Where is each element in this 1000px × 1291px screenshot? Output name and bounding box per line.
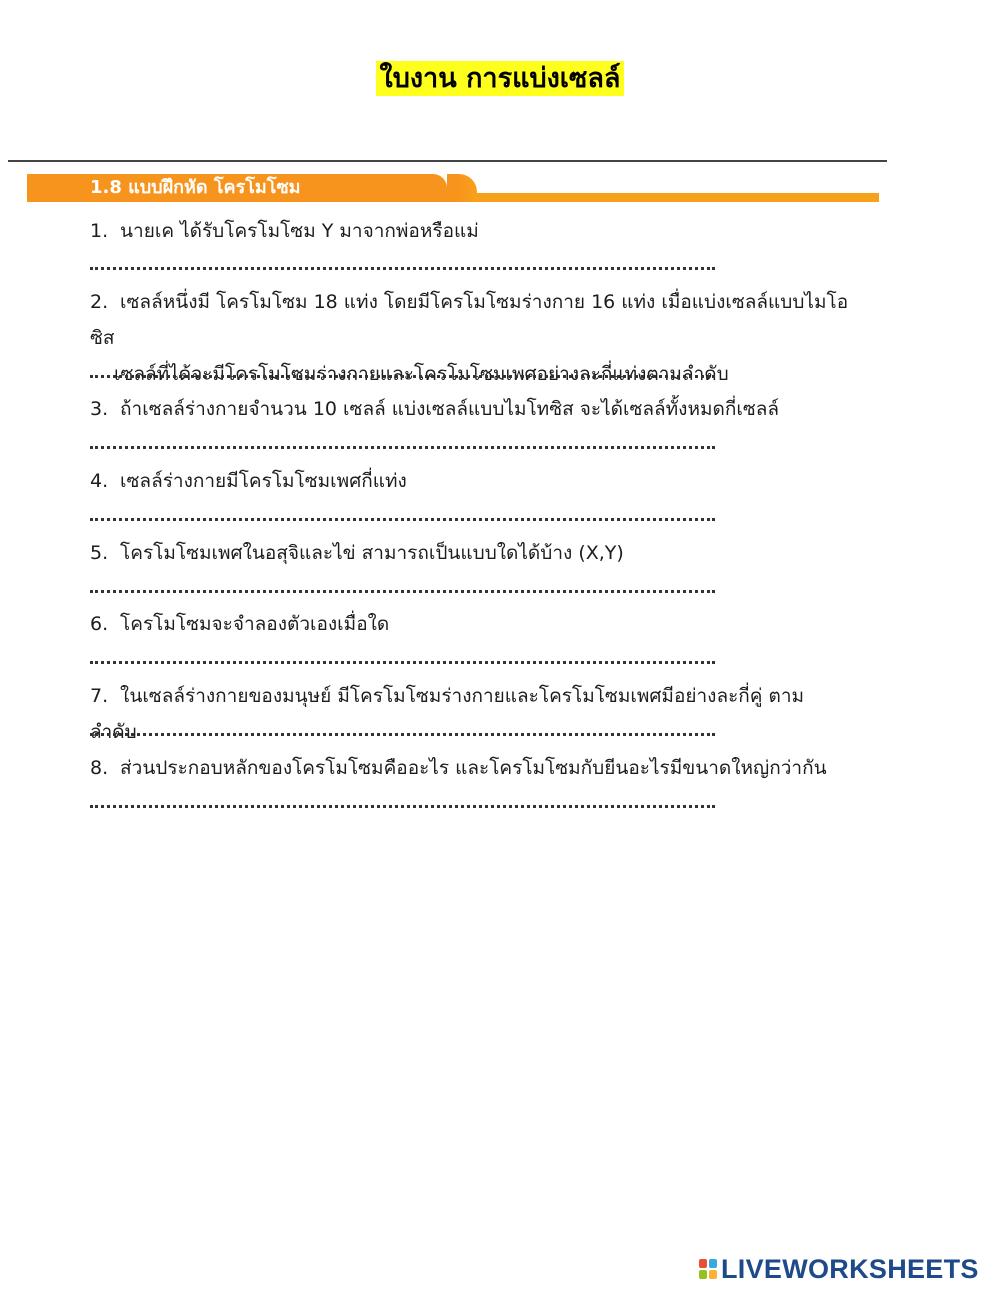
question-text: ส่วนประกอบหลักของโครโมโซมคืออะไร และโครโมโซมกับยีนอะไรมีขนาดใหญ่กว่ากัน [120, 757, 827, 779]
answer-line-4[interactable] [90, 518, 715, 521]
question-6 [90, 606, 850, 642]
question-3 [90, 391, 850, 427]
title-text: ใบงาน การแบ่งเซลล์ [376, 61, 625, 96]
question-number: 4. [90, 470, 109, 492]
answer-line-3[interactable] [90, 446, 715, 449]
question-number: 1. [90, 220, 109, 242]
question-number: 7. [90, 685, 109, 707]
question-text-continued: เซลล์ที่ได้จะมีโครโมโซมร่างกายและโครโมโซมเพศอย่างละกี่แท่งตามลำดับ [114, 363, 729, 385]
brand-wordmark: LIVEWORKSHEETS [721, 1253, 979, 1284]
worksheet-title [0, 60, 1000, 98]
question-text: ในเซลล์ร่างกายของมนุษย์ มีโครโมโซมร่างกายและโครโมโซมเพศมีอย่างละกี่คู่ ตามลำดับ [90, 685, 805, 743]
question-text: โครโมโซมเพศในอสุจิและไข่ สามารถเป็นแบบใดได้บ้าง (X,Y) [120, 542, 624, 564]
question-text: นายเค ได้รับโครโมโซม Y มาจากพ่อหรือแม่ [120, 220, 479, 242]
question-text: โครโมโซมจะจำลองตัวเองเมื่อใด [120, 613, 390, 635]
question-number: 3. [90, 398, 109, 420]
answer-line-8[interactable] [90, 805, 715, 808]
section-banner [27, 174, 879, 204]
answer-line-7[interactable] [90, 733, 715, 736]
answer-line-6[interactable] [90, 661, 715, 664]
question-number: 2. [90, 291, 109, 313]
answer-line-5[interactable] [90, 590, 715, 593]
question-text: เซลล์หนึ่งมี โครโมโซม 18 แท่ง โดยมีโครโมโซมร่างกาย 16 แท่ง เมื่อแบ่งเซลล์แบบไมโอซิส [90, 291, 849, 349]
question-text: เซลล์ร่างกายมีโครโมโซมเพศกี่แท่ง [120, 470, 407, 492]
top-divider [8, 160, 887, 162]
question-number: 8. [90, 757, 109, 779]
question-5 [90, 535, 850, 571]
banner-tab-curve [447, 174, 477, 202]
question-8 [90, 750, 850, 786]
question-4 [90, 463, 850, 499]
answer-line-2[interactable] [90, 375, 715, 378]
question-7 [90, 678, 850, 750]
liveworksheets-logo-icon [698, 1258, 718, 1280]
liveworksheets-brand [698, 1254, 979, 1284]
answer-line-1[interactable] [90, 267, 715, 270]
question-number: 6. [90, 613, 109, 635]
question-number: 5. [90, 542, 109, 564]
question-1 [90, 213, 850, 249]
section-label: 1.8 แบบฝึกหัด โครโมโซม [90, 177, 301, 198]
question-text: ถ้าเซลล์ร่างกายจำนวน 10 เซลล์ แบ่งเซลล์แบบไมโทซิส จะได้เซลล์ทั้งหมดกี่เซลล์ [120, 398, 780, 420]
